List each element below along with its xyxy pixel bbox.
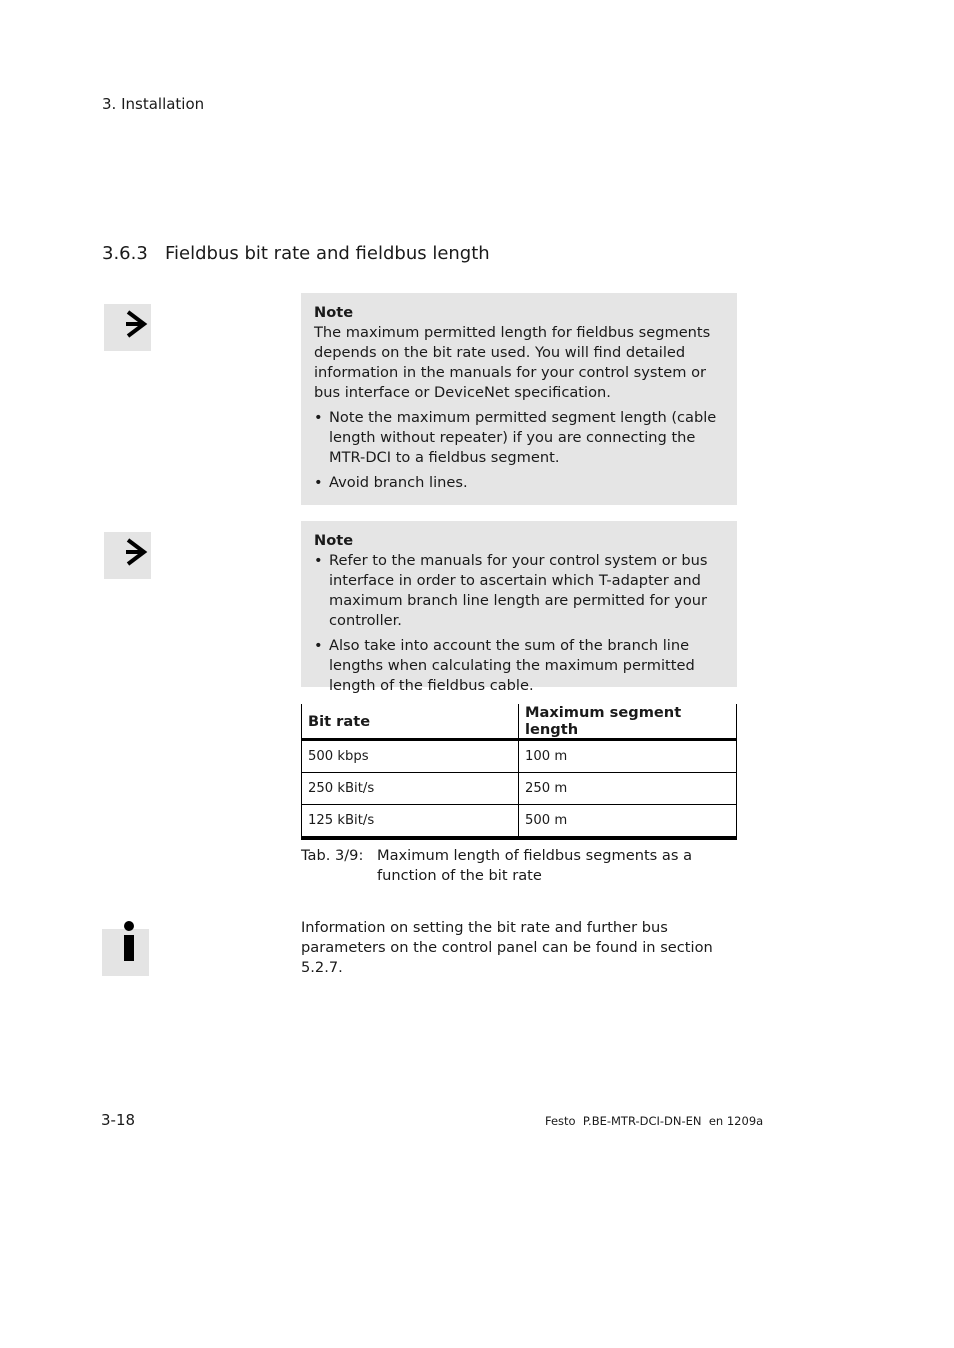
caption-text: Maximum length of fieldbus segments as a function of the bit rate [377, 847, 693, 884]
note-box-1 [301, 293, 737, 505]
document-reference: Festo P.BE-MTR-DCI-DN-EN en 1209a [545, 1114, 764, 1128]
table-header-row [302, 704, 737, 740]
note-bullet-list [314, 551, 729, 696]
note-arrow-icon-box [104, 532, 151, 579]
column-header-max-segment-length: Maximum segment length [519, 704, 737, 740]
info-text: Information on setting the bit rate and further bus parameters on the control panel can be found in section 5.2.7. [301, 919, 713, 976]
list-item-text: Also take into account the sum of the branch line lengths when calculating the maximum permitted length of the fieldbus cable. [329, 637, 695, 694]
info-icon [102, 929, 149, 976]
list-item: • Also take into account the sum of the branch line lengths when calculating the maximum permitted length of the fieldbus cable. [314, 637, 695, 694]
column-header-bit-rate: Bit rate [302, 704, 519, 740]
table-cell: 250 m [519, 773, 737, 805]
section-title: Fieldbus bit rate and fieldbus length [165, 243, 490, 264]
list-item-text: Refer to the manuals for your control system or bus interface in order to ascertain which T-adapter and maximum branch line length are permitted for your controller. [329, 552, 708, 629]
arrow-right-icon [104, 304, 151, 351]
note-arrow-icon-box [104, 304, 151, 351]
section-heading [102, 243, 490, 264]
list-item-text: Note the maximum permitted segment length (cable length without repeater) if you are connecting the MTR-DCI to a fieldbus segment. [329, 409, 717, 466]
table-row [302, 740, 737, 773]
bit-rate-table [301, 704, 737, 840]
list-item: • Refer to the manuals for your control system or bus interface in order to ascertain which T-adapter and maximum branch line length are permitted for your controller. [314, 552, 708, 629]
info-icon-box [102, 929, 149, 976]
table-cell: 125 kBit/s [302, 805, 519, 839]
list-item-text: Avoid branch lines. [329, 474, 468, 491]
table-cell: 250 kBit/s [302, 773, 519, 805]
section-number: 3.6.3 [102, 243, 148, 264]
note-bullet-list [314, 408, 729, 493]
list-item: • Avoid branch lines. [314, 474, 468, 491]
table-row [302, 805, 737, 839]
caption-label: Tab. 3/9: [301, 847, 364, 864]
table-cell: 500 kbps [302, 740, 519, 773]
note-title: Note [314, 304, 354, 321]
note-body: The maximum permitted length for fieldbus segments depends on the bit rate used. You will find detailed information in the manuals for your control system or bus interface or DeviceNet specification. [314, 324, 711, 401]
table-row [302, 773, 737, 805]
note-box-2 [301, 521, 737, 694]
arrow-right-icon [104, 532, 151, 579]
page-number: 3-18 [101, 1111, 136, 1129]
table-cell: 500 m [519, 805, 737, 839]
table-cell: 100 m [519, 740, 737, 773]
note-title: Note [314, 532, 354, 549]
running-header: 3. Installation [102, 95, 205, 113]
table-caption [301, 846, 737, 886]
list-item: • Note the maximum permitted segment length (cable length without repeater) if you are connecting the MTR-DCI to a fieldbus segment. [314, 409, 717, 466]
